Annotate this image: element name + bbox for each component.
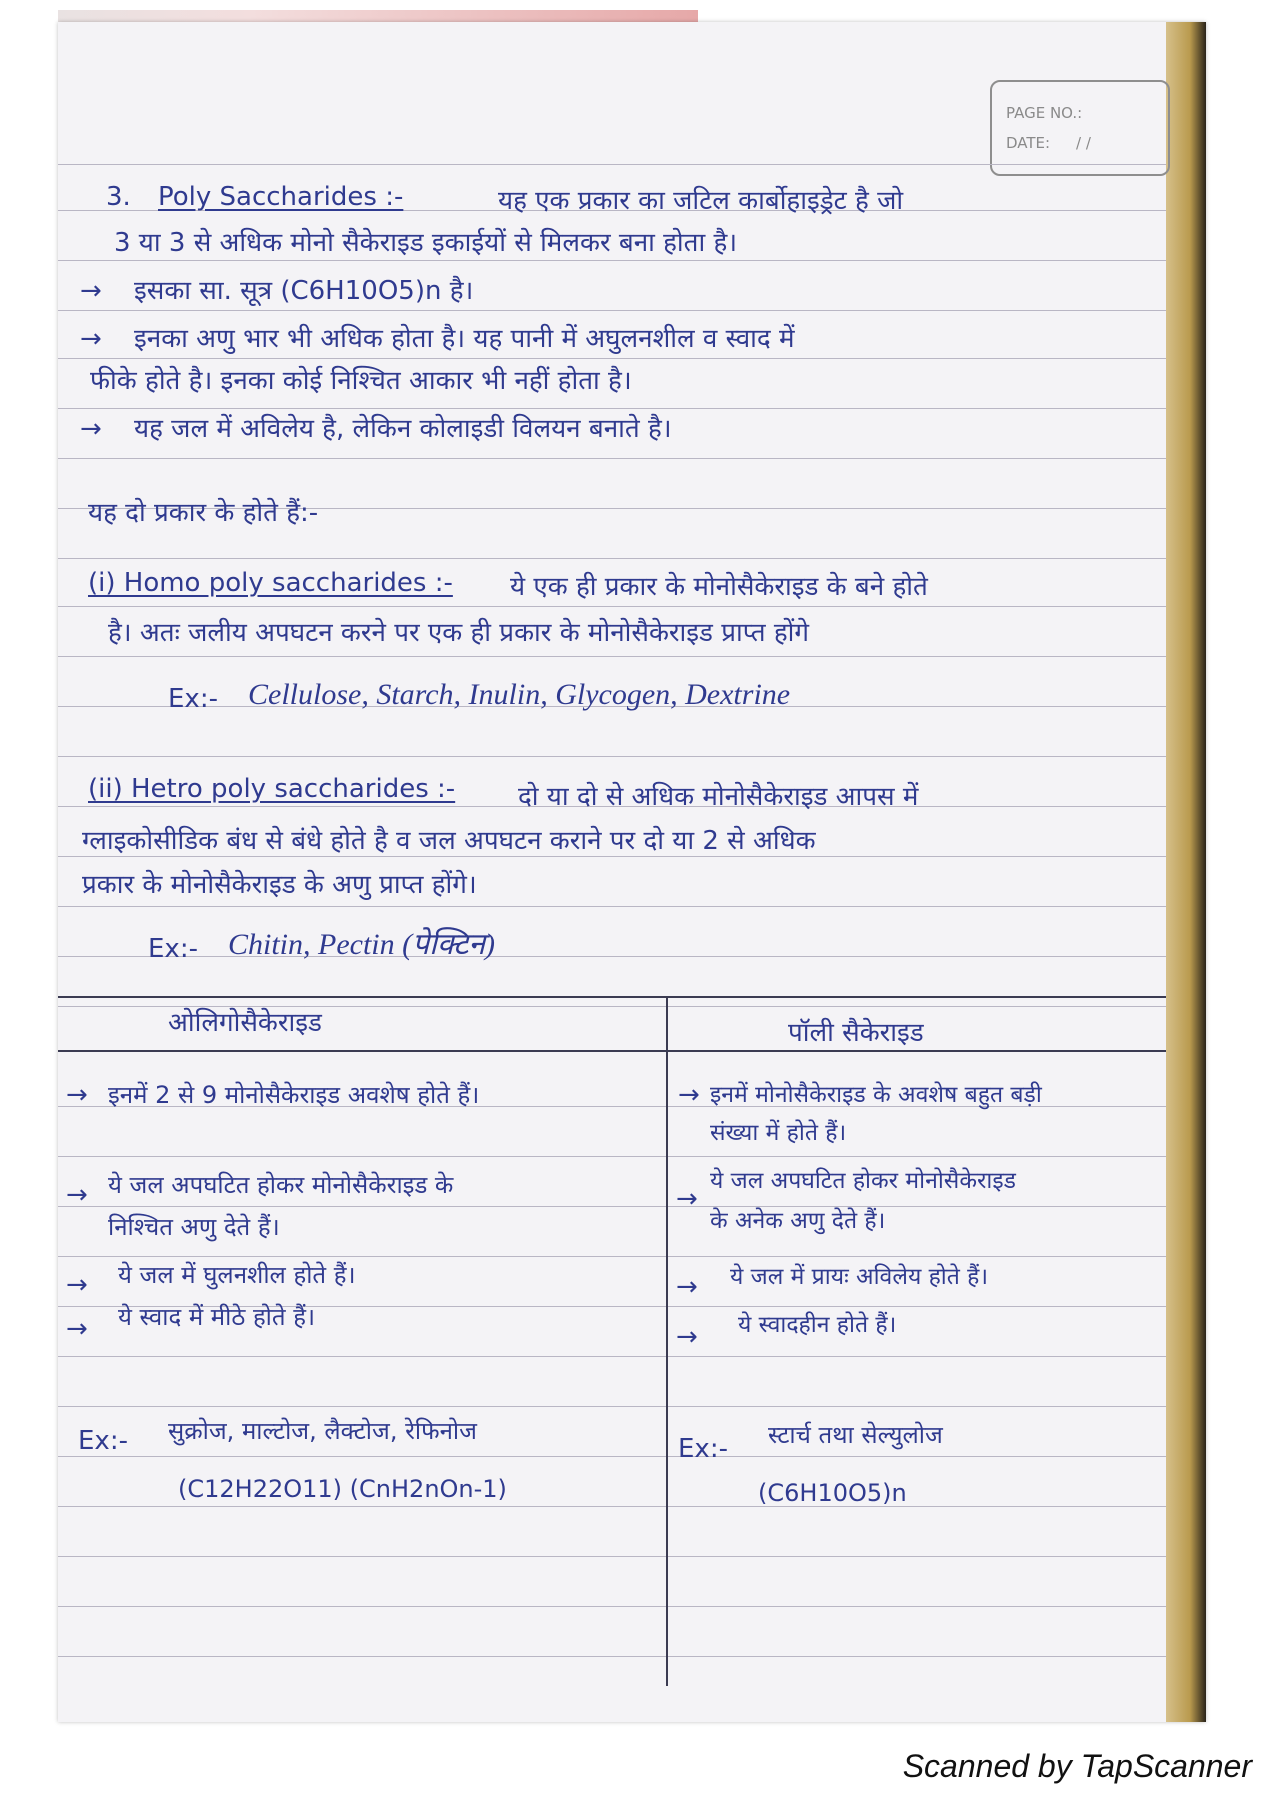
poly-row-taste: ये स्वादहीन होते हैं। (738, 1312, 897, 1338)
hetero-text-3: प्रकार के मोनोसैकेराइड के अणु प्राप्त होंगे। (82, 870, 477, 900)
table-column-divider (666, 996, 668, 1686)
point-solubility: यह जल में अविलेय है, लेकिन कोलाइडी विलयन बनाते है। (134, 414, 672, 444)
oligo-examples: सुक्रोज, माल्टोज, लैक्टोज, रेफिनोज (168, 1417, 477, 1445)
oligo-ex-label: Ex:- (78, 1426, 128, 1456)
oligo-formula: (C12H22O11) (CnH2nOn-1) (178, 1475, 507, 1503)
notebook-page (58, 22, 1206, 1722)
arrow-icon: → (676, 1322, 698, 1352)
arrow-icon: → (80, 414, 102, 444)
arrow-icon: → (676, 1272, 698, 1302)
poly-row-hydrolysis: ये जल अपघटित होकर मोनोसैकेराइड (710, 1168, 1016, 1194)
notebook-spine (1166, 22, 1206, 1722)
homo-label: (i) Homo poly saccharides :- (88, 568, 453, 598)
page-no-label: PAGE NO.: (1006, 104, 1083, 122)
poly-row-solubility: ये जल में प्रायः अविलेय होते हैं। (730, 1264, 989, 1290)
date-label: DATE: (1006, 134, 1051, 152)
oligo-row-hydrolysis: ये जल अपघटित होकर मोनोसैकेराइड के (108, 1171, 454, 1199)
arrow-icon: → (80, 324, 102, 354)
arrow-icon: → (66, 1180, 88, 1210)
arrow-icon: → (66, 1270, 88, 1300)
scanner-watermark: Scanned by TapScanner (902, 1748, 1252, 1784)
homo-examples: Cellulose, Starch, Inulin, Glycogen, Dextrine (248, 678, 791, 711)
point-molecular-weight: इनका अणु भार भी अधिक होता है। यह पानी में अघुलनशील व स्वाद में (134, 324, 795, 354)
hetero-examples: Chitin, Pectin (पेक्टिन) (228, 928, 496, 961)
arrow-icon: → (678, 1080, 700, 1110)
oligo-row-hydrolysis-2: निश्चित अणु देते हैं। (108, 1213, 280, 1241)
date-value: / / (1076, 134, 1091, 152)
homo-text-1: ये एक ही प्रकार के मोनोसैकेराइड के बने होते (510, 572, 928, 602)
definition-line-1: यह एक प्रकार का जटिल कार्बोहाइड्रेट है जो (498, 186, 904, 216)
poly-formula: (C6H10O5)n (758, 1479, 907, 1507)
oligo-row-solubility: ये जल में घुलनशील होते हैं। (118, 1261, 356, 1289)
page-date-box (990, 80, 1170, 176)
table-header-oligosaccharide: ओलिगोसैकेराइड (168, 1008, 322, 1038)
oligo-row-taste: ये स्वाद में मीठे होते हैं। (118, 1303, 316, 1331)
table-top-border (58, 996, 1166, 998)
homo-text-2: है। अतः जलीय अपघटन करने पर एक ही प्रकार के मोनोसैकेराइड प्राप्त होंगे (108, 618, 810, 648)
poly-ex-label: Ex:- (678, 1434, 728, 1464)
table-header-border (58, 1050, 1166, 1052)
homo-ex-label: Ex:- (168, 684, 218, 714)
section-number: 3. (106, 182, 131, 212)
arrow-icon: → (66, 1314, 88, 1344)
oligo-row-residues: इनमें 2 से 9 मोनोसैकेराइड अवशेष होते हैं। (108, 1081, 480, 1109)
section-title: Poly Saccharides :- (158, 182, 404, 212)
table-header-polysaccharide: पॉली सैकेराइड (788, 1018, 924, 1048)
hetero-text-2: ग्लाइकोसीडिक बंध से बंधे होते है व जल अपघटन कराने पर दो या 2 से अधिक (82, 826, 816, 856)
arrow-icon: → (66, 1080, 88, 1110)
types-intro: यह दो प्रकार के होते हैं:- (88, 498, 319, 528)
poly-row-residues: इनमें मोनोसैकेराइड के अवशेष बहुत बड़ी (710, 1082, 1042, 1108)
arrow-icon: → (80, 276, 102, 306)
point-formula: इसका सा. सूत्र (C6H10O5)n है। (134, 276, 474, 306)
hetero-text-1: दो या दो से अधिक मोनोसैकेराइड आपस में (518, 782, 919, 812)
poly-row-residues-2: संख्या में होते हैं। (710, 1120, 847, 1146)
point-shape: फीके होते है। इनका कोई निश्चित आकार भी नहीं होता है। (90, 366, 632, 396)
poly-examples: स्टार्च तथा सेल्युलोज (768, 1421, 943, 1449)
poly-row-hydrolysis-2: के अनेक अणु देते हैं। (710, 1208, 886, 1234)
hetero-ex-label: Ex:- (148, 934, 198, 964)
definition-line-2: 3 या 3 से अधिक मोनो सैकेराइड इकाईयों से मिलकर बना होता है। (114, 228, 738, 258)
hetero-label: (ii) Hetro poly saccharides :- (88, 774, 456, 804)
arrow-icon: → (676, 1184, 698, 1214)
